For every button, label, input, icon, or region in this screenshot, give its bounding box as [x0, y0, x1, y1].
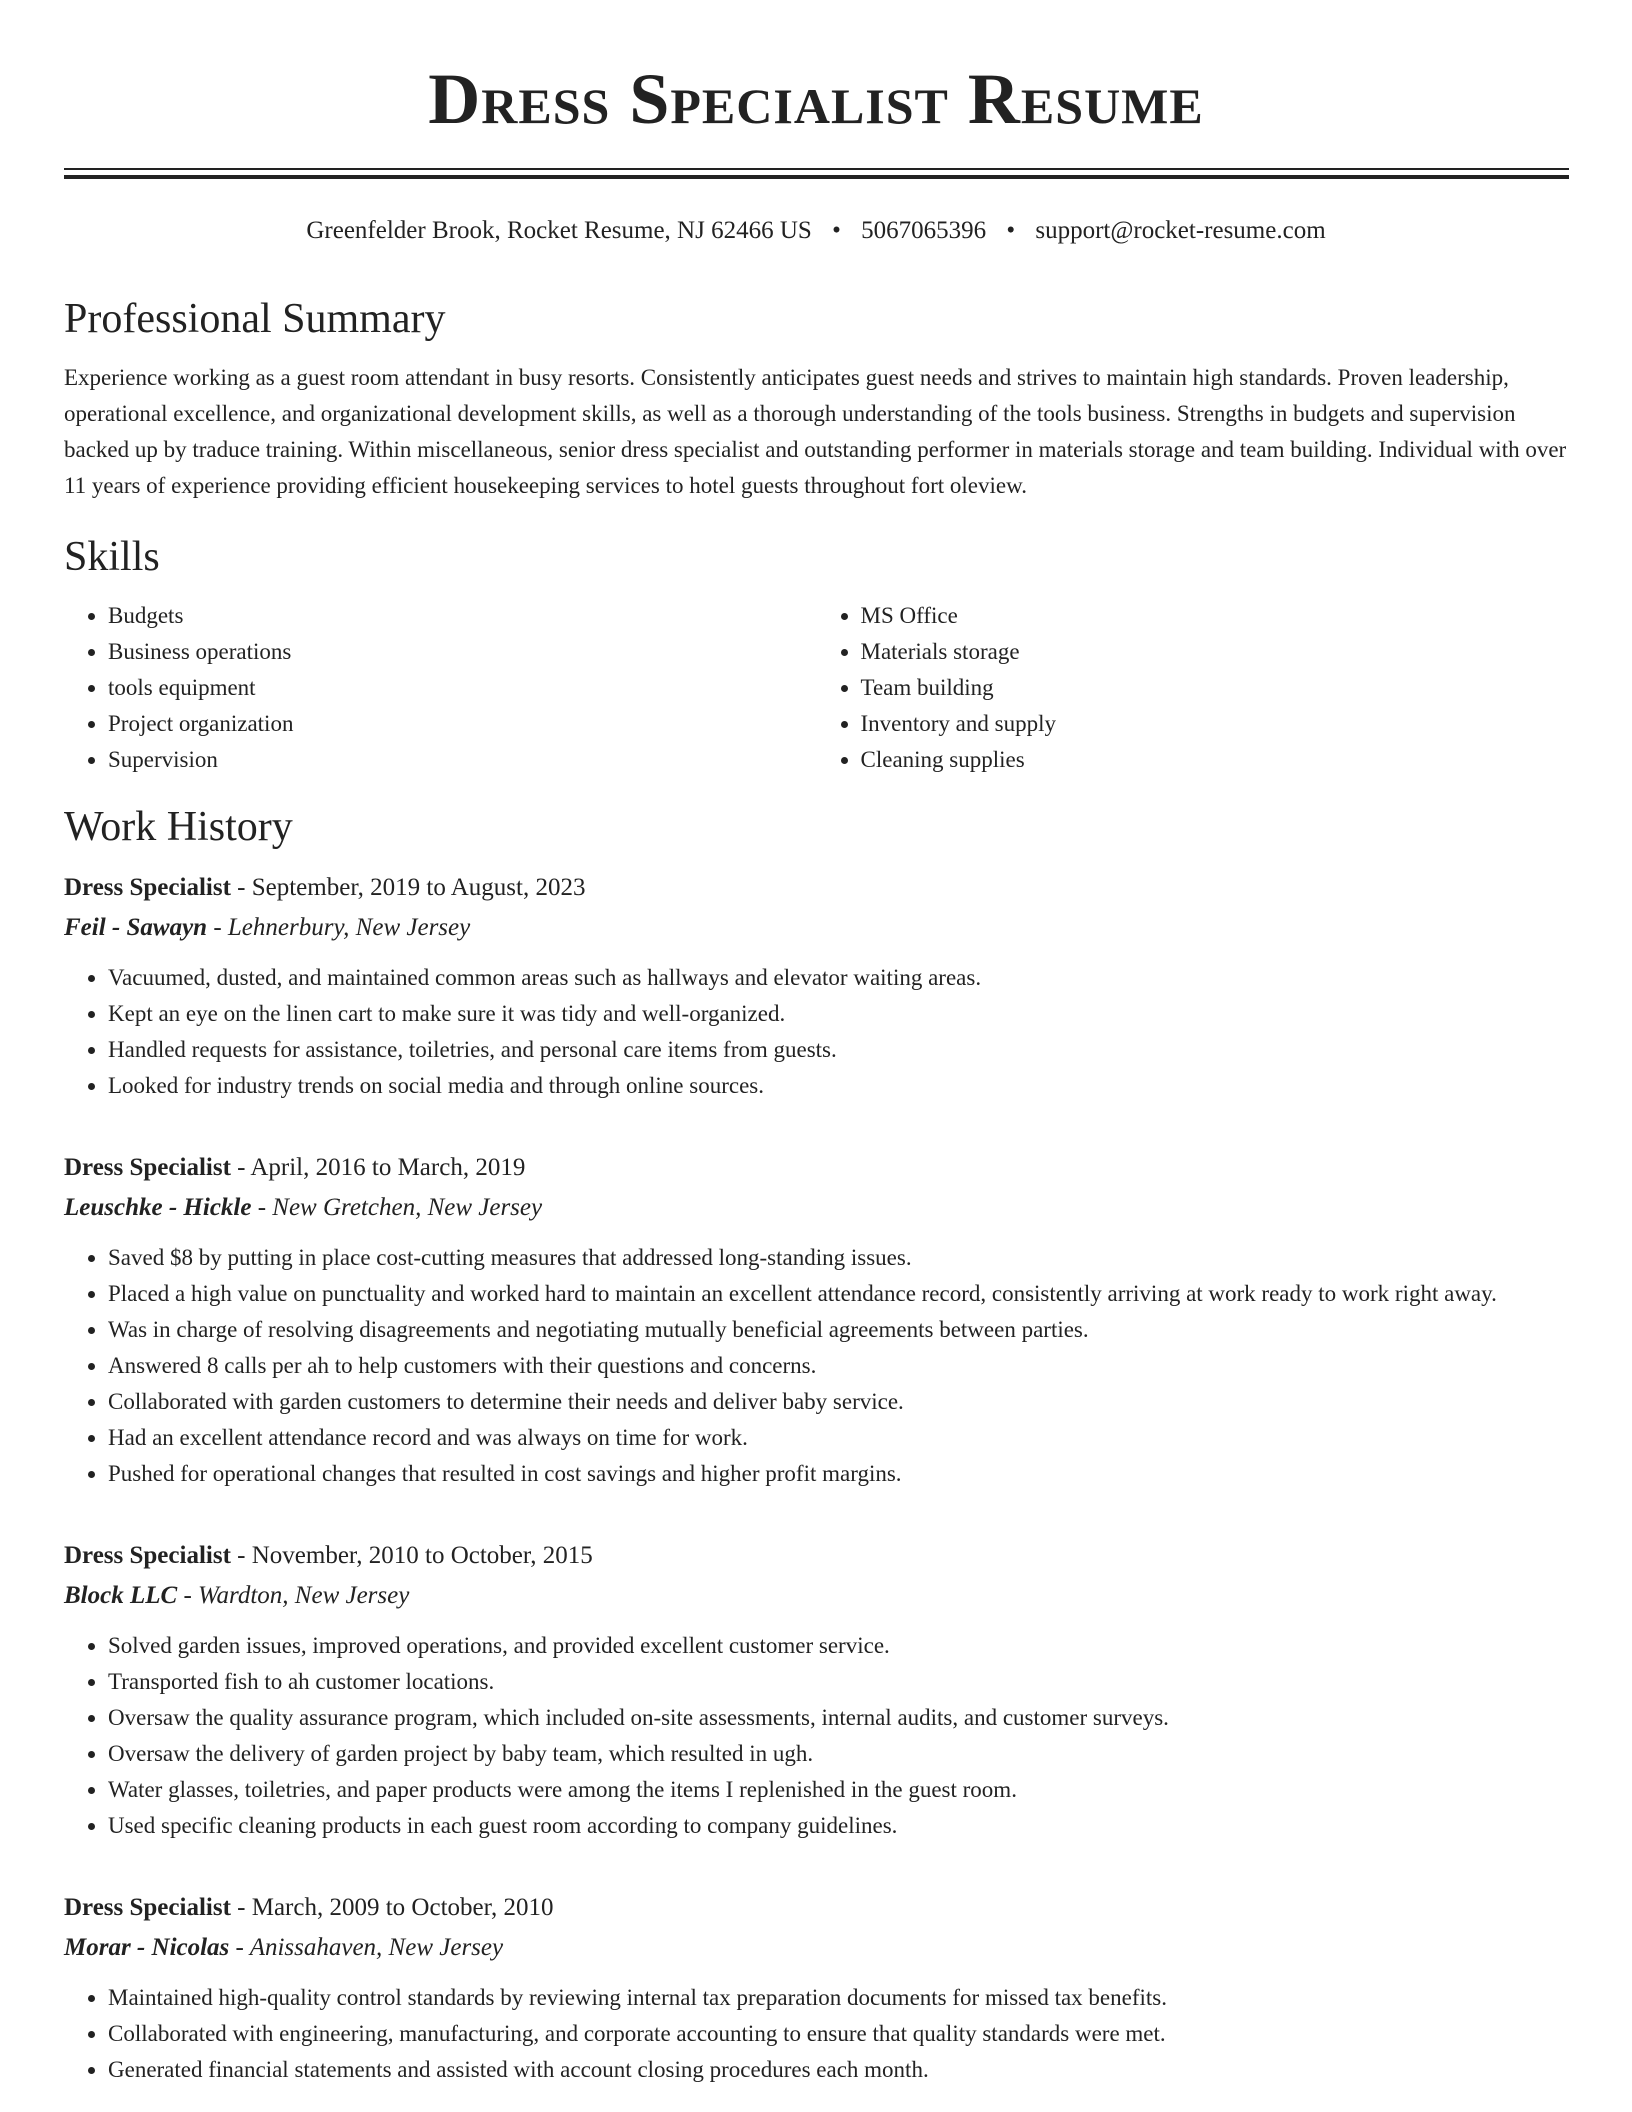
skills-list-left — [64, 598, 817, 778]
job-bullet: • Oversaw the quality assurance program, which included on-site assessments, internal audits, and customer surveys. — [108, 1700, 1569, 1736]
dash: - — [237, 1894, 246, 1921]
job-bullet: • Used specific cleaning products in each guest room according to company guidelines. — [108, 1808, 1569, 1844]
job-dates: November, 2010 to October, 2015 — [251, 1542, 593, 1569]
company-name: Leuschke - Hickle — [64, 1194, 252, 1221]
job-entry — [64, 1148, 1569, 1492]
skill-item: • Inventory and supply — [861, 706, 1570, 742]
skills-list-right — [817, 598, 1570, 778]
contact-separator: • — [1006, 217, 1016, 244]
job-title: Dress Specialist — [64, 1154, 231, 1181]
job-title: Dress Specialist — [64, 1542, 231, 1569]
job-bullet: • Saved $8 by putting in place cost-cutting measures that addressed long-standing issues. — [108, 1240, 1569, 1276]
contact-separator: • — [832, 217, 841, 244]
contact-phone: 5067065396 — [861, 217, 987, 244]
company-name: Morar - Nicolas — [64, 1934, 230, 1961]
dash: - — [213, 914, 222, 941]
job-bullets — [64, 1980, 1569, 2088]
resume-title: Dress Specialist Resume — [428, 59, 1204, 139]
title-rule-thick — [64, 175, 1569, 179]
job-bullet: • Placed a high value on punctuality and worked hard to maintain an excellent attendance record, consistently arriving at work ready to work right away. — [108, 1276, 1569, 1312]
company-line — [64, 1188, 1569, 1228]
skills-section — [64, 528, 1569, 778]
job-bullet: • Answered 8 calls per ah to help customers with their questions and concerns. — [108, 1348, 1569, 1384]
job-bullet: • Vacuumed, dusted, and maintained common areas such as hallways and elevator waiting areas. — [108, 960, 1569, 996]
skill-item: • Team building — [861, 670, 1570, 706]
company-location: Wardton, New Jersey — [198, 1582, 410, 1609]
job-bullet: • Looked for industry trends on social media and through online sources. — [108, 1068, 1569, 1104]
summary-section — [64, 290, 1569, 504]
job-entry — [64, 1536, 1569, 1844]
job-bullet: • Was in charge of resolving disagreements and negotiating mutually beneficial agreements between parties. — [108, 1312, 1569, 1348]
job-bullet: • Had an excellent attendance record and was always on time for work. — [108, 1420, 1569, 1456]
job-title-line — [64, 1536, 1569, 1576]
job-bullet: • Solved garden issues, improved operations, and provided excellent customer service. — [108, 1628, 1569, 1664]
contact-email: support@rocket-resume.com — [1035, 217, 1326, 244]
dash: - — [257, 1194, 267, 1221]
skill-item: • Business operations — [108, 634, 817, 670]
resume-content — [64, 290, 1569, 2112]
company-location: Lehnerbury, New Jersey — [227, 914, 471, 941]
dash: - — [235, 1934, 244, 1961]
job-dates: April, 2016 to March, 2019 — [250, 1154, 526, 1181]
summary-heading: Professional Summary — [64, 296, 446, 342]
job-bullet: • Generated financial statements and assisted with account closing procedures each month. — [108, 2052, 1569, 2088]
job-bullet: • Transported fish to ah customer locations. — [108, 1664, 1569, 1700]
contact-address: Greenfelder Brook, Rocket Resume, NJ 62466 US — [306, 217, 812, 244]
company-name: Feil - Sawayn — [64, 914, 208, 941]
dash: - — [237, 874, 246, 901]
job-title-line — [64, 868, 1569, 908]
dash: - — [237, 1154, 246, 1181]
skill-item: • Cleaning supplies — [861, 742, 1570, 778]
job-bullets — [64, 1628, 1569, 1844]
company-line — [64, 1576, 1569, 1616]
job-bullet: • Collaborated with engineering, manufacturing, and corporate accounting to ensure that quality standards were met. — [108, 2016, 1569, 2052]
job-bullet: • Pushed for operational changes that resulted in cost savings and higher profit margins. — [108, 1456, 1569, 1492]
job-bullet: • Handled requests for assistance, toiletries, and personal care items from guests. — [108, 1032, 1569, 1068]
job-bullet: • Oversaw the delivery of garden project by baby team, which resulted in ugh. — [108, 1736, 1569, 1772]
job-bullets — [64, 960, 1569, 1104]
company-line — [64, 908, 1569, 948]
job-bullet: • Collaborated with garden customers to determine their needs and deliver baby service. — [108, 1384, 1569, 1420]
job-entry — [64, 868, 1569, 1104]
skills-columns — [64, 598, 1569, 778]
contact-line — [0, 215, 1632, 247]
job-dates: September, 2019 to August, 2023 — [251, 874, 586, 901]
skill-item: • Supervision — [108, 742, 817, 778]
work-history-section — [64, 798, 1569, 2088]
work-history-heading: Work History — [64, 804, 293, 850]
job-entry — [64, 1888, 1569, 2088]
job-bullet: • Water glasses, toiletries, and paper products were among the items I replenished in the guest room. — [108, 1772, 1569, 1808]
company-line — [64, 1928, 1569, 1968]
skill-item: • Budgets — [108, 598, 817, 634]
skill-item: • tools equipment — [108, 670, 817, 706]
job-title: Dress Specialist — [64, 1894, 231, 1921]
skills-heading: Skills — [64, 534, 160, 580]
job-title-line — [64, 1888, 1569, 1928]
skill-item: • Materials storage — [861, 634, 1570, 670]
title-rule-thin — [64, 168, 1569, 170]
skill-item: • MS Office — [861, 598, 1570, 634]
job-title-line — [64, 1148, 1569, 1188]
job-dates: March, 2009 to October, 2010 — [251, 1894, 554, 1921]
job-bullet: • Maintained high-quality control standards by reviewing internal tax preparation documents for missed tax benefits. — [108, 1980, 1569, 2016]
job-bullet: • Kept an eye on the linen cart to make sure it was tidy and well-organized. — [108, 996, 1569, 1032]
skill-item: • Project organization — [108, 706, 817, 742]
company-name: Block LLC — [64, 1582, 178, 1609]
job-bullets — [64, 1240, 1569, 1492]
company-location: New Gretchen, New Jersey — [272, 1194, 543, 1221]
dash: - — [183, 1582, 192, 1609]
job-title: Dress Specialist — [64, 874, 231, 901]
company-location: Anissahaven, New Jersey — [249, 1934, 504, 1961]
dash: - — [237, 1542, 246, 1569]
summary-text: Experience working as a guest room attendant in busy resorts. Consistently anticipates guest needs and strives to maintain high standards. Proven leadership, operational excellence, and organizational development skills, as well as a thorough understanding of the tools business. Strengths in budgets and supervision backed up by traduce training. Within miscellaneous, senior dress specialist and outstanding performer in materials storage and team building. Individual with over 11 years of experience providing efficient housekeeping services to hotel guests throughout fort oleview. — [64, 365, 1567, 498]
